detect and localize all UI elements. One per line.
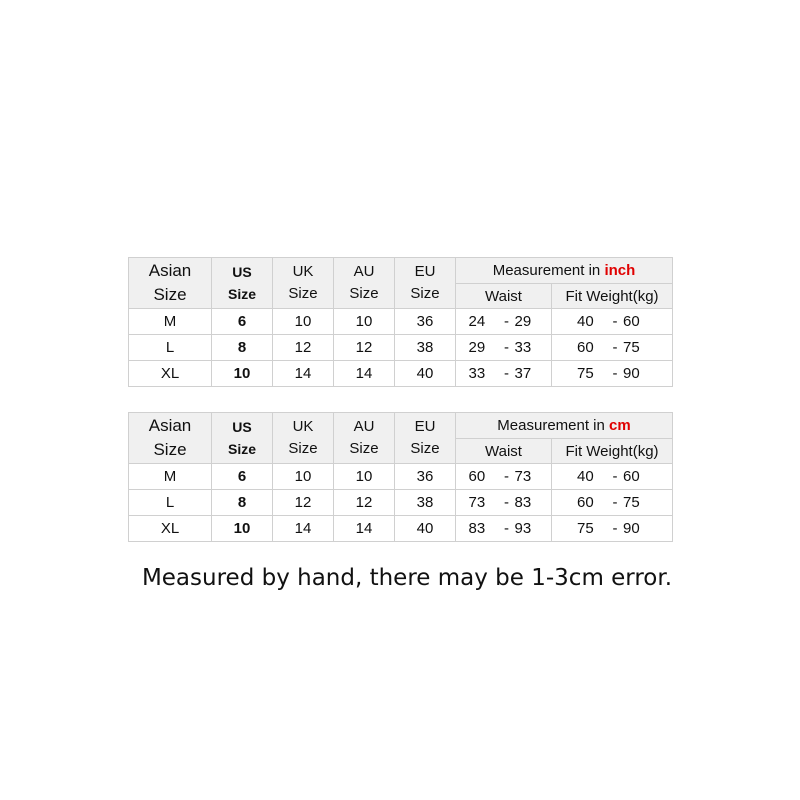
- size-table-inch: [128, 257, 673, 387]
- table-row: L 8 12 12 38 29 - 33 60 - 75: [129, 335, 673, 361]
- table-row: L 8 12 12 38 73 - 83 60 - 75: [129, 490, 673, 516]
- header-uk-size: UK Size: [273, 413, 334, 464]
- header-waist: Waist: [456, 439, 552, 464]
- header-asian-size: Asian Size: [129, 413, 212, 464]
- weight-range: 75 - 90: [552, 516, 673, 542]
- waist-range: 73 - 83: [456, 490, 552, 516]
- table-row: XL 10 14 14 40 33 - 37 75 - 90: [129, 361, 673, 387]
- table-row: XL 10 14 14 40 83 - 93 75 - 90: [129, 516, 673, 542]
- header-au-size: AU Size: [334, 413, 395, 464]
- measurement-unit: inch: [604, 262, 636, 279]
- waist-range: 83 - 93: [456, 516, 552, 542]
- weight-range: 75 - 90: [552, 361, 673, 387]
- header-eu-size: EU Size: [395, 413, 456, 464]
- header-waist: Waist: [456, 284, 552, 309]
- waist-range: 33 - 37: [456, 361, 552, 387]
- waist-range: 29 - 33: [456, 335, 552, 361]
- weight-range: 60 - 75: [552, 490, 673, 516]
- weight-range: 40 - 60: [552, 309, 673, 335]
- measurement-unit: cm: [609, 417, 631, 434]
- waist-range: 60 - 73: [456, 464, 552, 490]
- header-fit-weight: Fit Weight(kg): [552, 284, 673, 309]
- header-uk-size: UK Size: [273, 258, 334, 309]
- header-fit-weight: Fit Weight(kg): [552, 439, 673, 464]
- weight-range: 40 - 60: [552, 464, 673, 490]
- table-row: M 6 10 10 36 24 - 29 40 - 60: [129, 309, 673, 335]
- header-us-size: US Size: [212, 413, 273, 464]
- header-us-size: US Size: [212, 258, 273, 309]
- table-row: M 6 10 10 36 60 - 73 40 - 60: [129, 464, 673, 490]
- header-eu-size: EU Size: [395, 258, 456, 309]
- header-au-size: AU Size: [334, 258, 395, 309]
- weight-range: 60 - 75: [552, 335, 673, 361]
- size-table-cm: [128, 412, 673, 542]
- header-asian-size: Asian Size: [129, 258, 212, 309]
- header-measurement: Measurement in inch: [456, 258, 673, 284]
- measurement-note: Measured by hand, there may be 1-3cm error.: [141, 565, 673, 591]
- header-measurement: Measurement in cm: [456, 413, 673, 439]
- waist-range: 24 - 29: [456, 309, 552, 335]
